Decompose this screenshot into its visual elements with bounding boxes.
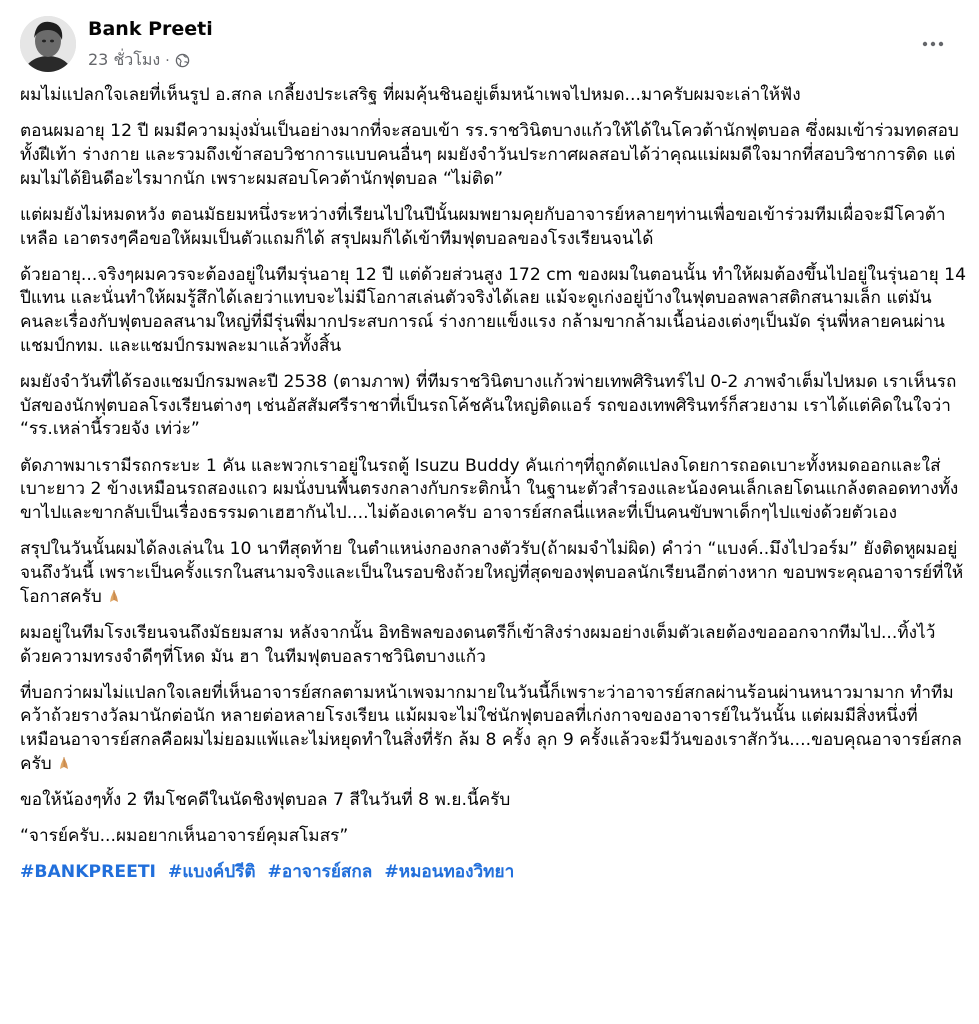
post-header [20,16,959,76]
post-timestamp[interactable]: 23 ชั่วโมง [88,50,161,69]
avatar[interactable] [20,16,76,72]
more-options-button[interactable] [915,30,951,58]
hashtag-link[interactable]: #หมอนทองวิทยา [384,862,515,883]
folded-hands-icon [56,755,72,771]
post-paragraph: ด้วยอายุ...จริงๆผมควรจะต้องอยู่ในทีมรุ่นอายุ 12 ปี แต่ด้วยส่วนสูง 172 cm ของผมในตอนนั้น ทำให้ผมต้องขึ้นไปอยู่ในรุ่นอายุ 14 ปีแทน และนั่นทำให้ผมรู้สึกได้เลยว่าแทบจะไม่มีโอกาสเล่นตัวจริงได้เลย แม้จะดูเก่งอยู่บ้างในฟุตบอลพลาสติกสนามเล็ก แต่มันคนละเรื่องกับฟุตบอลสนามใหญ่ที่มีรุ่นพี่มากประสบการณ์ ร่างกายแข็งแรง กล้ามขากล้ามเนื้อน่องเต่งๆเป็นมัด รุ่นพี่หลายคนผ่านแชมป์กทม. และแชมป์กรมพละมาแล้วทั้งสิ้น [20,264,967,356]
globe-icon[interactable] [175,53,190,68]
folded-hands-icon [106,588,122,604]
post-paragraph: ตัดภาพมาเรามีรถกระบะ 1 คัน และพวกเราอยู่ในรถตู้ Isuzu Buddy คันเก่าๆที่ถูกดัดแปลงโดยการถอดเบาะทั้งหมดออกและใส่เบาะยาว 2 ข้างเหมือนรถสองแถว ผมนั่งบนพื้นตรงกลางกับกระติกน้ำ ในฐานะตัวสำรองและน้องคนเล็กเลยโดนแกล้งตลอดทางทั้งขาไปและขากลับเป็นเรื่องธรรมดาเฮฮากันไป....ไม่ต้องเดาครับ อาจารย์สกลนี่แหละที่เป็นคนขับพาเด็กๆไปแข่งด้วยตัวเอง [20,455,959,524]
post-meta [88,48,190,73]
more-horizontal-icon [921,40,945,48]
post-body [20,84,966,885]
author-name[interactable]: Bank Preeti [88,18,213,40]
post-paragraph: แต่ผมยังไม่หมดหวัง ตอนมัธยมหนึ่งระหว่างที่เรียนไปในปีนั้นผมพยามคุยกับอาจารย์หลายๆท่านเพื่อขอเข้าร่วมทีมเผื่อจะมีโควต้าเหลือ เอาตรงๆคือขอให้ผมเป็นตัวแถมก็ได้ สรุปผมก็ได้เข้าทีมฟุตบอลของโรงเรียนจนได้ [20,204,946,249]
hashtag-row [20,861,966,885]
post-paragraph: ผมยังจำวันที่ได้รองแชมป์กรมพละปี 2538 (ตามภาพ) ที่ทีมราชวินิตบางแก้วพ่ายเทพศิรินทร์ไป 0-2 ภาพจำเต็มไปหมด เราเห็นรถบัสของนักฟุตบอลโรงเรียนต่างๆ เช่นอัสสัมศรีราชาที่เป็นรถโค้ชคันใหญ่ติดแอร์ รถของเทพศิรินทร์ก็สวยงาม เราได้แต่คิดในใจว่า “รร.เหล่านี้รวยจัง เท่ว่ะ” [20,372,957,440]
hashtag-link[interactable]: #แบงค์ปรีติ [167,862,256,883]
hashtag-link[interactable]: #อาจารย์สกล [267,862,373,883]
post-paragraph: ตอนผมอายุ 12 ปี ผมมีความมุ่งมั่นเป็นอย่างมากที่จะสอบเข้า รร.ราชวินิตบางแก้วให้ได้ในโควต้านักฟุตบอล ซึ่งผมเข้าร่วมทดสอบทั้งฝีเท้า ร่างกาย และรวมถึงเข้าสอบวิชาการแบบคนอื่นๆ ผมยังจำวันประกาศผลสอบได้ว่าคุณแม่ผมดีใจมากที่สอบวิชาการติด แต่ผมไม่ได้ยินดีอะไรมากนัก เพราะผมสอบโควต้านักฟุตบอล “ไม่ติด” [20,121,959,189]
post-paragraph: ที่บอกว่าผมไม่แปลกใจเลยที่เห็นอาจารย์สกลตามหน้าเพจมากมายในวันนี้ก็เพราะว่าอาจารย์สกลผ่านร้อนผ่านหนาวมามาก ทำทีมคว้าถ้วยรางวัลมานักต่อนัก หลายต่อหลายโรงเรียน แม้ผมจะไม่ใช่นักฟุตบอลที่เก่งกาจของอาจารย์ในวันนั้น แต่ผมมีสิ่งหนึ่งที่เหมือนอาจารย์สกลคือผมไม่ยอมแพ้และไม่หยุดทำในสิ่งที่รัก ล้ม 8 ครั้ง ลุก 9 ครั้งแล้วจะมีวันของเราสักวัน....ขอบคุณอาจารย์สกลครับ [20,682,962,774]
post-paragraph: สรุปในวันนั้นผมได้ลงเล่นใน 10 นาทีสุดท้าย ในตำแหน่งกองกลางตัวรับ(ถ้าผมจำไม่ผิด) คำว่า “แบงค์..มึงไปวอร์ม” ยังติดหูผมอยู่จนถึงวันนี้ เพราะเป็นครั้งแรกในสนามจริงและเป็นในรอบชิงถ้วยใหญ่ที่สุดของฟุตบอลนักเรียนอีกต่างหาก ขอบพระคุณอาจารย์ที่ให้โอกาสครับ [20,539,964,607]
avatar-image [20,16,76,72]
post-paragraph: ผมอยู่ในทีมโรงเรียนจนถึงมัธยมสาม หลังจากนั้น อิทธิพลของดนตรีก็เข้าสิงร่างผมอย่างเต็มตัวเลยต้องขอออกจากทีมไป...ทิ้งไว้ด้วยความทรงจำดีๆที่โหด มัน ฮา ในทีมฟุตบอลราชวินิตบางแก้ว [20,622,936,667]
meta-separator: · [165,52,170,69]
post-paragraph: ขอให้น้องๆทั้ง 2 ทีมโชคดีในนัดชิงฟุตบอล 7 สีในวันที่ 8 พ.ย.นี้ครับ [20,790,511,811]
hashtag-link[interactable]: #BANKPREETI [20,862,156,883]
post-paragraph: ผมไม่แปลกใจเลยที่เห็นรูป อ.สกล เกลี้ยงประเสริฐ ที่ผมคุ้นชินอยู่เต็มหน้าเพจไปหมด...มาครับผมจะเล่าให้ฟัง [20,85,801,105]
post-paragraph: “จารย์ครับ...ผมอยากเห็นอาจารย์คุมสโมสร” [20,826,349,847]
